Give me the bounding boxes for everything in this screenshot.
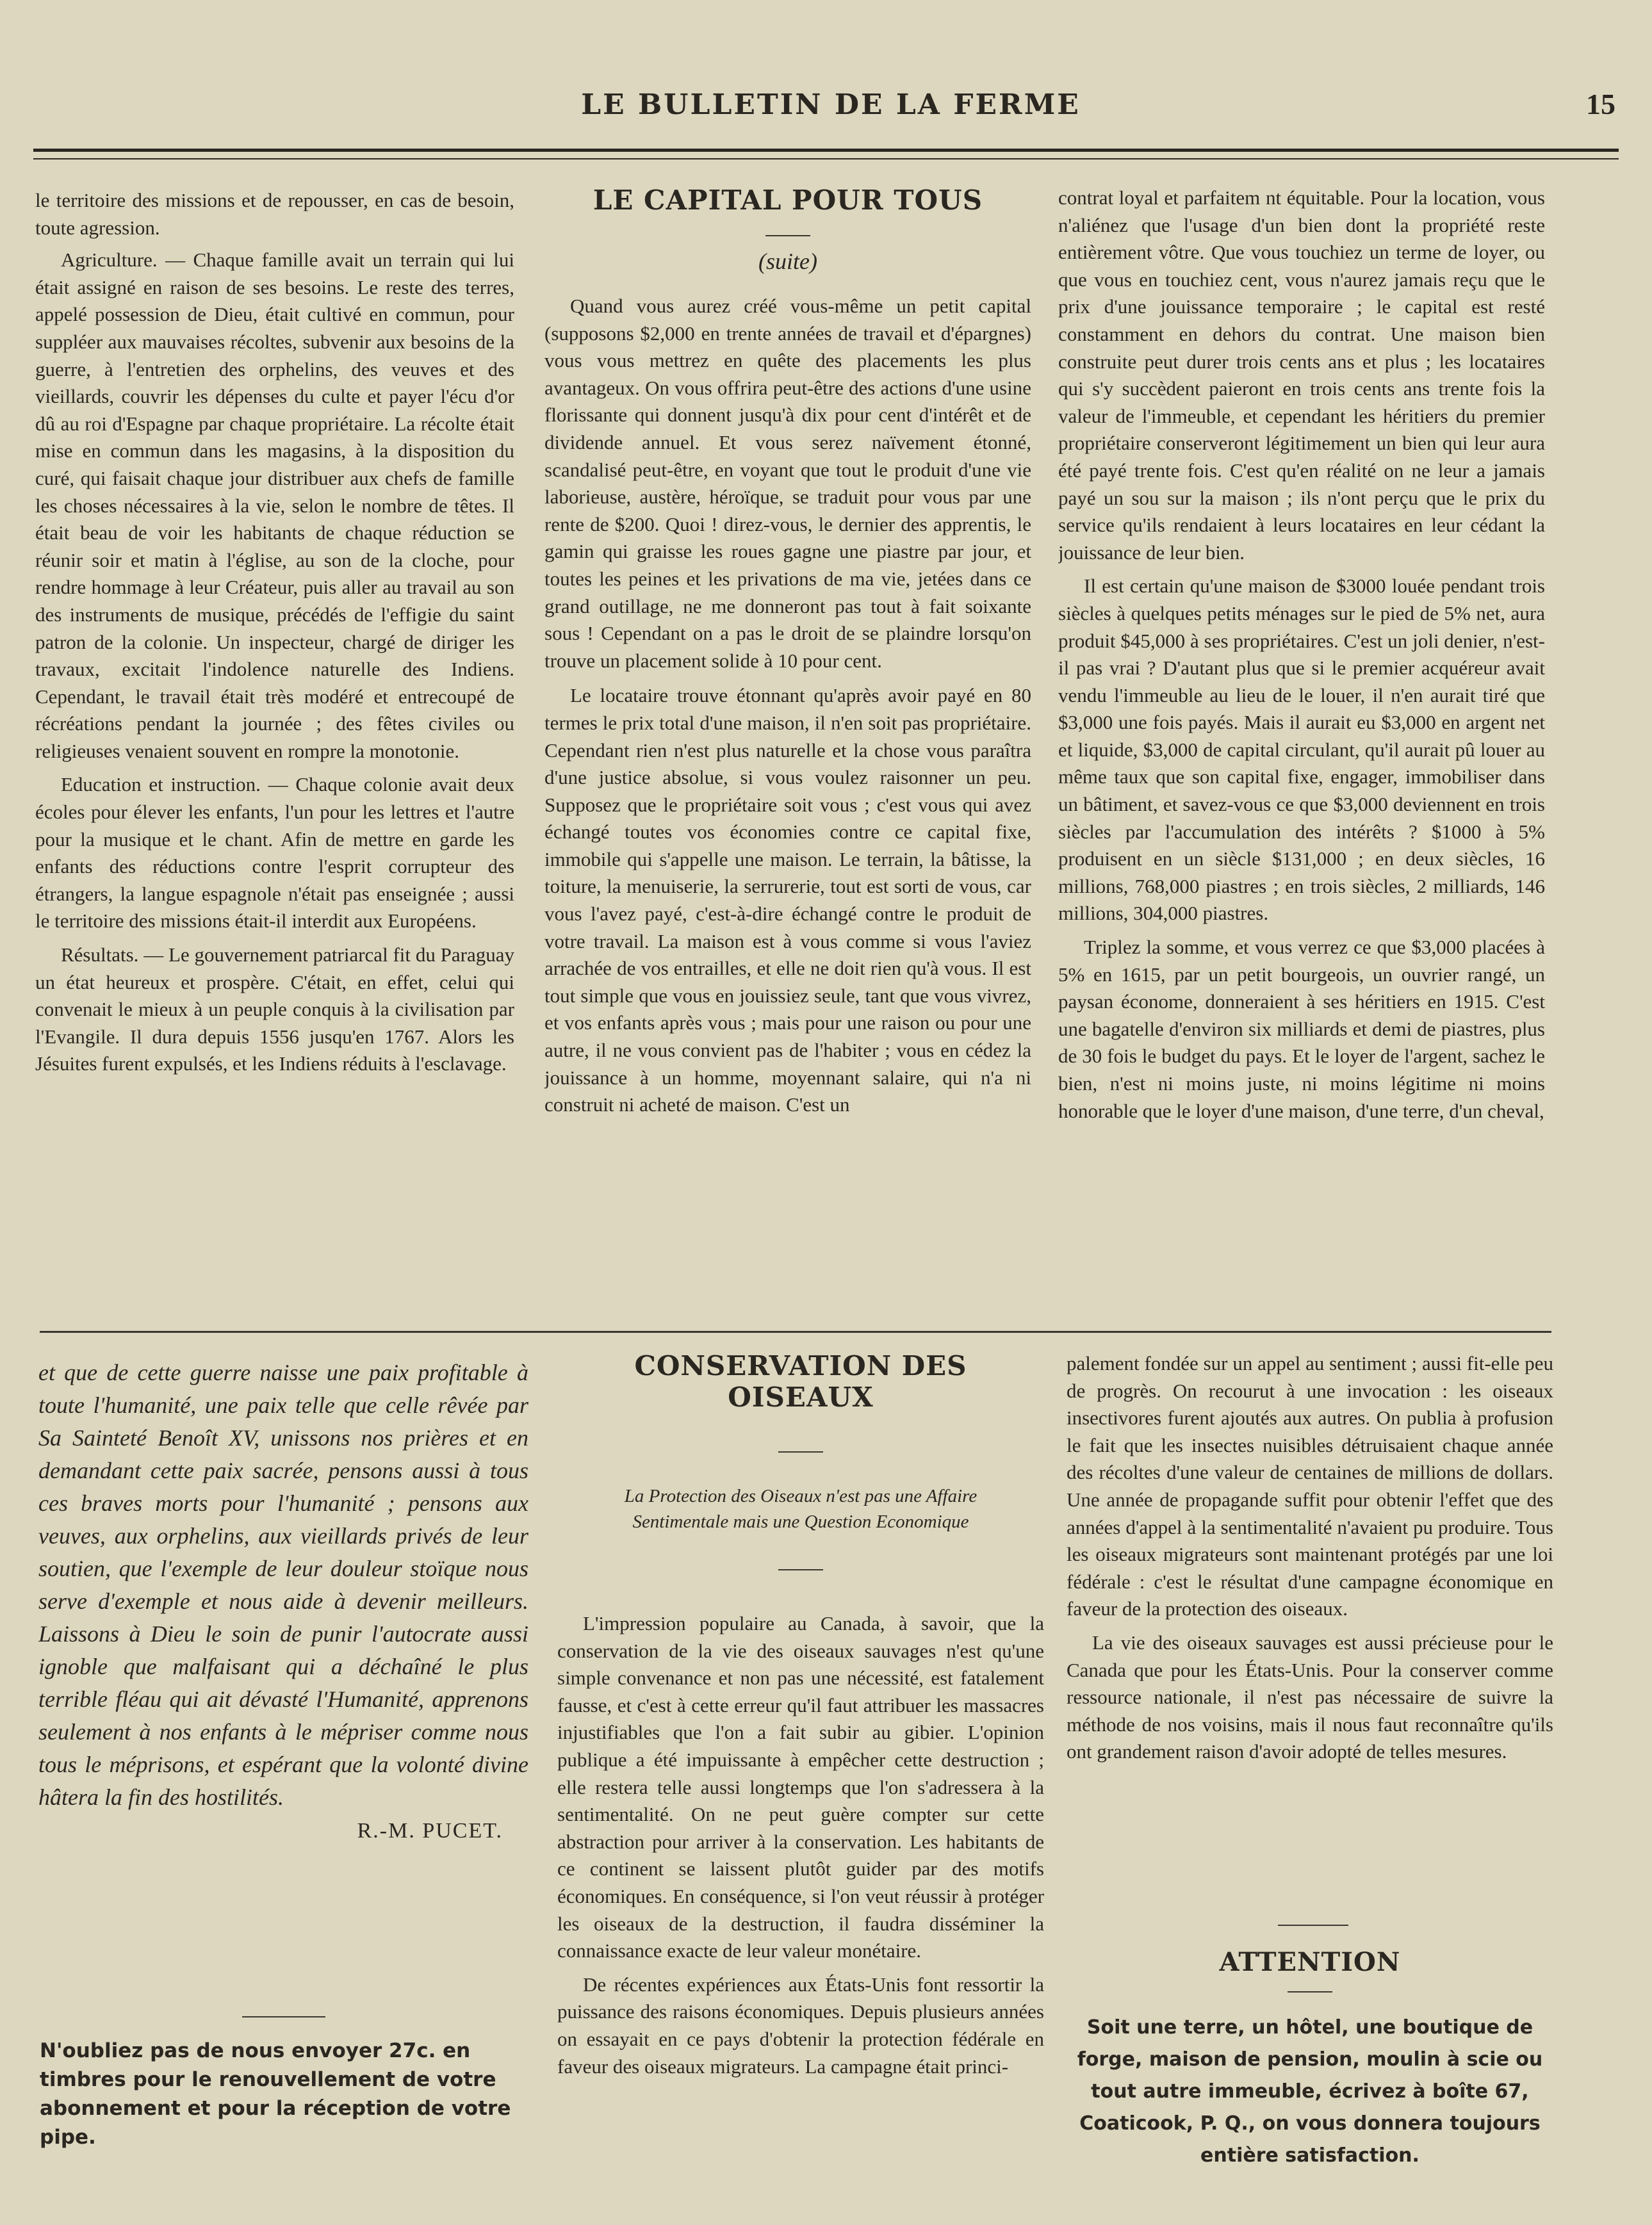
capital-paragraph: Le locataire trouve étonnant qu'après avoir payé en 80 termes le prix total d'une maison, il n'en soit pas propriétaire. Cependant rien n'est plus naturelle et la chose vous paraîtra d'une justice absolue, si vous voulez raisonner un peu. Supposez que le propriétaire soit vous ; c'est vous qui avez échangé toutes vos économies contre ce capital fixe, immobile qui s'appelle une maison. Le terrain, la bâtisse, la toiture, la menuiserie, la serrurerie, tout est sorti de vous, car vous l'avez payé, c'est-à-dire échangé contre le produit de votre travail. La maison est à vous comme si vous l'aviez arrachée de vos entrailles, et elle ne doit rien qu'à vous. Il est tout simple que vous en jouissiez seule, tant que vous vivrez, et vos enfants après vous ; mais pour une raison ou pour une autre, il ne vous convient pas de l'habiter ; vous en cédez la jouissance à un homme, moyennant salaire, qui n'a ni construit ni acheté de maison. C'est un [544, 684, 1031, 1116]
birds-paragraph: De récentes expériences aux États-Unis font ressortir la puissance des raisons économiques. Depuis plusieurs années on essayait en ce pays d'obtenir la protection fédérale en faveur des oiseaux migrateurs. La campagne était princi- [557, 1973, 1044, 2078]
birds-subtitle [557, 1483, 1044, 1535]
col1-paragraph: le territoire des missions et de repousser, en cas de besoin, toute agression. [35, 189, 514, 239]
notice-separator [242, 2016, 325, 2017]
mid-page-rule [40, 1331, 1551, 1333]
capital-subtitle: (suite) [758, 249, 817, 274]
capital-article [544, 181, 1031, 1327]
column-3-top [1058, 184, 1545, 1327]
birds-article [557, 1345, 1044, 2203]
birds-subtitle-rule [778, 1569, 823, 1570]
capital-paragraph: Quand vous aurez créé vous-même un petit capital (supposons $2,000 en trente années de travail et d'épargnes) vous vous mettrez en quête des placements les plus avantageux. On vous offrira peut-être des actions d'une usine florissante qui donnent jusqu'à dix pour cent d'intérêt et de dividende annuel. Et vous serez naïvement étonné, scandalisé peut-être, en voyant que tout le produit d'une vie laborieuse, austère, héroïque, se traduit pour vous par une rente de $200. Quoi ! direz-vous, le dernier des apprentis, le gamin qui graisse les roues gagne une piastre par jour, et toutes les peines et les privations de ma vie, jetées dans ce grand outillage, ne me donneront pas tout à fait soixante sous ! Cependant on a pas le droit de se plaindre lorsqu'on trouve un placement solide à 10 pour cent. [544, 295, 1031, 672]
col1-paragraph: Agriculture. — Chaque famille avait un terrain qui lui était assigné en raison de ses besoins. Le reste des terres, appelé possession de Dieu, était cultivé en commun, pour suppléer aux mauvaises récoltes, subvenir aux besoins de la guerre, à l'entretien des orphelins, des veuves et des vieillards, couvrir les dépenses du culte et payer l'écu d'or dû au roi d'Espagne par chaque propriétaire. La récolte était mise en commun dans les magasins, à la disposition du curé, qui faisait chaque jour distribuer aux chefs de famille les choses nécessaires à la vie, selon le nombre de têtes. Il était beau de voir les habitants de chaque réduction se réunir soir et matin à l'église, au son de la cloche, pour rendre hommage à leur Créateur, puis aller au travail au son des instruments de musique, précédés de l'effigie du saint patron de la colonie. Un inspecteur, chargé de diriger les travaux, excitait l'indolence naturelle des Indiens. Cependant, le travail était très modéré et entrecoupé de récréations pendant la journée ; des fêtes civiles ou religieuses venaient souvent en rompre la monotonie. [35, 249, 514, 762]
column-1-top [35, 187, 514, 1327]
col3-paragraph: contrat loyal et parfaitem nt équitable. Pour la location, vous n'aliénez que l'usage d'un bien dont la propriété reste entièrement vôtre. Que vous touchiez un terme de loyer, ou que vous en touchiez cent, vous n'aurez jamais reçu que le prix d'une jouissance temporaire ; le capital est resté constamment en dehors du contrat. Une maison bien construite peut durer trois cents ans et plus ; les locataires qui s'y succèdent paieront en trois cents ans trente fois la valeur de l'immeuble, et cependant les héritiers du premier propriétaire conserveront légitimement un bien qui leur aura été payé trente fois. C'est qu'en réalité on ne leur a jamais payé un sou sur la maison ; ils n'ont perçu que le prix du service qu'ils rendaient à leurs locataires en leur cédant la jouissance de leur bien. [1058, 186, 1545, 564]
birds-title: CONSERVATION DES OISEAUX [634, 1350, 967, 1413]
renewal-notice [40, 2037, 533, 2197]
attention-notice [1067, 1947, 1553, 2203]
col3-paragraph: Il est certain qu'une maison de $3000 louée pendant trois siècles à quelques petits ménages sur le pied de 5% net, aura produit $45,000 à ses propriétaires. C'est un joli denier, n'est-il pas vrai ? D'autant plus que si le premier acquéreur avait vendu l'immeuble au lieu de le louer, il n'en aurait tiré que $3,000 une fois payés. Mais il aurait eu $3,000 en argent net et liquide, $3,000 de capital circulant, qu'il aurait pû louer au même taux que son capital fixe, engager, immobiliser dans un bâtiment, et savez-vous ce que $3,000 deviennent en trois siècles par l'accumulation des intérêts ? $1000 à 5% produisent en un siècle $131,000 ; en deux siècles, 16 millions, 768,000 piastres ; en trois siècles, 2 milliards, 146 millions, 304,000 piastres. [1058, 575, 1545, 925]
attention-title-rule [1288, 1991, 1332, 1993]
capital-title: LE CAPITAL POUR TOUS [593, 184, 983, 216]
attention-top-rule [1278, 1925, 1348, 1926]
birds-subtitle-line-2: Sentimentale mais une Question Economique [632, 1512, 969, 1532]
col3-paragraph: Triplez la somme, et vous verrez ce que $3,000 placées à 5% en 1615, par un petit bourgeois, un ouvrier rangé, un paysan économe, donneraient à ses héritiers en 1915. C'est une bagatelle d'environ six milliards et demi de piastres, plus de 30 fois le budget du pays. Et le loyer de l'argent, sachez le bien, n'est ni moins juste, ni moins légitime ni moins honorable que le loyer d'une maison, d'une terre, d'un cheval, [1058, 936, 1545, 1122]
birds-title-rule [778, 1451, 823, 1453]
page-number: 15 [1586, 88, 1615, 120]
attention-title: ATTENTION [1219, 1947, 1401, 1977]
closing-appeal [38, 1357, 528, 1971]
birds-continuation-paragraph: La vie des oiseaux sauvages est aussi précieuse pour le Canada que pour les États-Unis. Pour la conserver comme ressource nationale, il n'est pas nécessaire de suivre la méthode de nos voisins, mais il nous faut reconnaître qu'ils ont grandement raison d'avoir adopté de telles mesures. [1067, 1631, 1553, 1763]
col1-paragraph: Résultats. — Le gouvernement patriarcal fit du Paraguay un état heureux et prospère. C'était, en effet, celui qui convenait le mieux à un peuple conquis à la civilisation par l'Evangile. Il dura depuis 1556 jusqu'en 1767. Alors les Jésuites furent expulsés, et les Indiens réduits à l'esclavage. [35, 943, 514, 1075]
birds-subtitle-line-1: La Protection des Oiseaux n'est pas une Affaire [624, 1486, 977, 1506]
birds-paragraph: L'impression populaire au Canada, à savoir, que la conservation de la vie des oiseaux sauvages n'est qu'une simple convenance et non pas une nécessité, est fatalement fausse, et c'est à cette erreur qu'il faut attribuer les massacres injustifiables que l'on a fait subir au gibier. L'opinion publique a été impuissante à empêcher cette destruction ; elle restera telle aussi longtemps que l'on s'adressera à la sentimentalité. On ne peut guère compter sur cette abstraction pour arriver à la conservation. Les habitants de ce continent se laissent plutôt guider par des motifs économiques. En conséquence, si l'on veut réussir à protéger les oiseaux de la destruction, il faudra disséminer la connaissance exacte de leur valeur monétaire. [557, 1612, 1044, 1962]
attention-text: Soit une terre, un hôtel, une boutique de forge, maison de pension, moulin à scie ou tout autre immeuble, écrivez à boîte 67, Coaticook, P. Q., on vous donnera toujours entière satisfaction. [1077, 2016, 1543, 2167]
birds-article-continued [1067, 1350, 1553, 1914]
closing-appeal-text: et que de cette guerre naisse une paix profitable à toute l'humanité, une paix telle que celle rêvée par Sa Sainteté Benoît XV, unissons nos prières et en demandant cette paix sacrée, pensons aussi à tous ces braves morts pour l'humanité ; pensons aux veuves, aux orphelins, aux vieillards privés de leur soutien, que l'exemple de leur douleur stoïque nous serve d'exemple et nous aide à devenir meilleurs. Laissons à Dieu le soin de punir l'autocrate aussi ignoble que malfaisant qui a déchaîné le plus terrible fléau qui ait dévasté l'Humanité, apprenons seulement à nos enfants à le mépriser comme nous tous le méprisons, et espérant que la volonté divine hâtera la fin des hostilités. [38, 1360, 528, 1810]
page-header [40, 83, 1622, 134]
capital-title-rule [765, 235, 810, 236]
birds-continuation-paragraph: palement fondée sur un appel au sentiment ; aussi fit-elle peu de progrès. On recourut à une invocation : les oiseaux insectivores furent ajoutés aux autres. On publia à profusion le fait que les insectes nuisibles détruisaient chaque année des récoltes d'une valeur de centaines de millions de dollars. Une année de propagande suffit pour obtenir l'effet que des années d'appel à la sentimentalité n'avaient pu produire. Tous les oiseaux migrateurs sont maintenant protégés par une loi fédérale : c'est le résultat d'une campagne économique en faveur de la protection des oiseaux. [1067, 1352, 1553, 1620]
col1-paragraph: Education et instruction. — Chaque colonie avait deux écoles pour élever les enfants, l'un pour les lettres et l'autre pour la musique et le chant. Afin de mettre en garde les enfants des réductions contre l'esprit corrupteur des étrangers, la langue espagnole n'était pas enseignée ; aussi le territoire des missions était-il interdit aux Européens. [35, 773, 514, 933]
author-signature: R.-M. PUCET. [357, 1819, 503, 1843]
newspaper-title: LE BULLETIN DE LA FERME [581, 88, 1081, 121]
renewal-notice-text: N'oubliez pas de nous envoyer 27c. en timbres pour le renouvellement de votre abonnement et pour la réception de votre pipe. [40, 2039, 511, 2149]
header-double-rule [33, 149, 1619, 159]
